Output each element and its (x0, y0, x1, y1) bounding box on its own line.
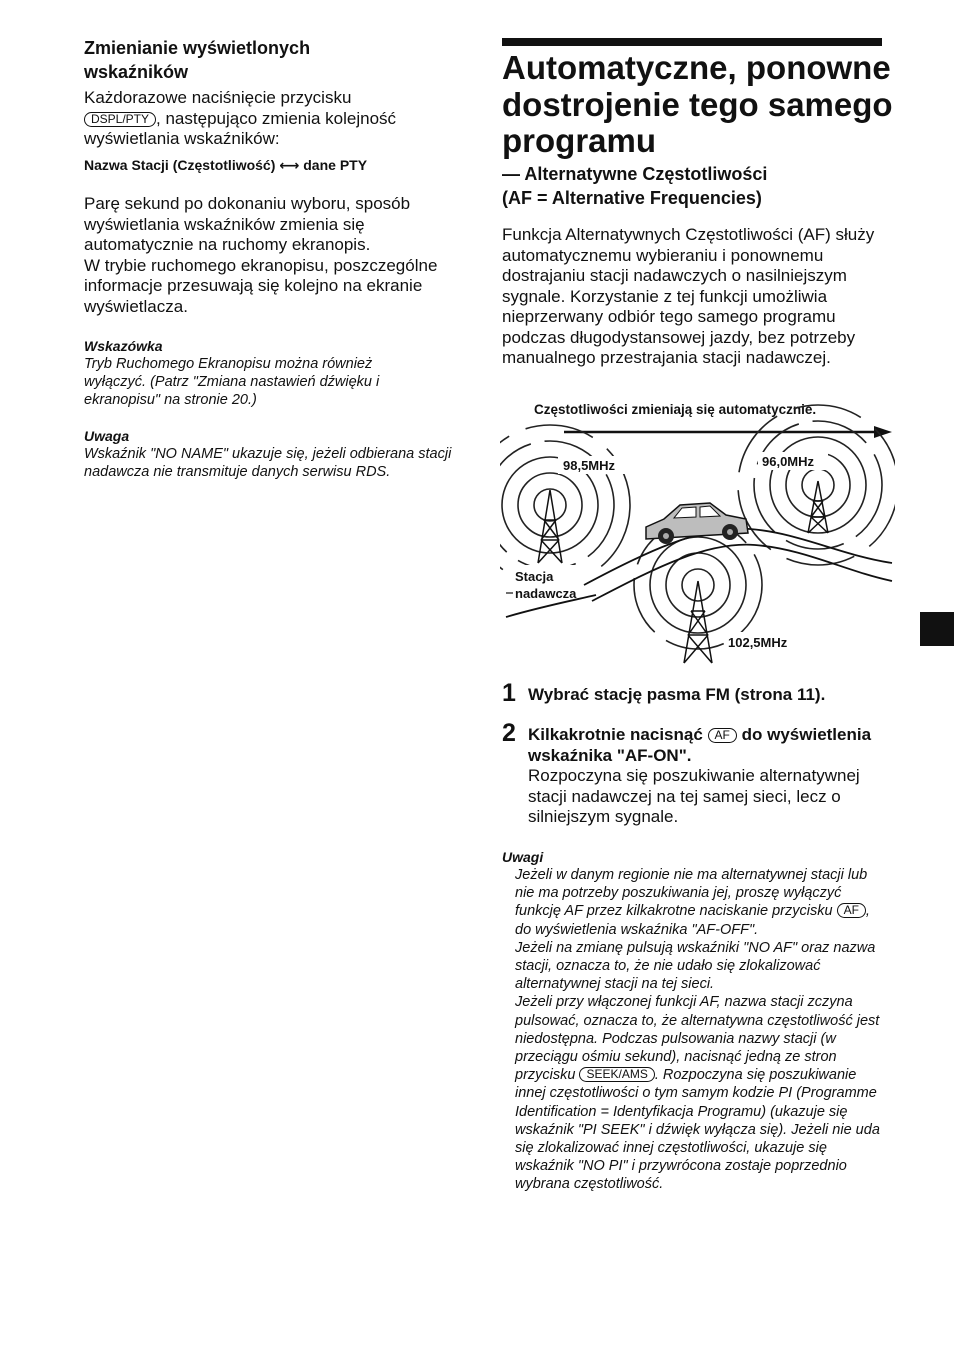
seek-ams-key: SEEK/AMS (579, 1067, 654, 1082)
note-3-before: Jeżeli przy włączonej funkcji AF, nazwa stacji zczyna pulsować, oznacza to, że alternatywna częstotliwość jest niedostępna. Podczas pulsowania nazwy stacji (w przeciągu ośmiu sekund), nacisnąć jedną ze stron przycisku (515, 994, 880, 1084)
title-rule (502, 38, 882, 46)
note-1-after: , do wyświetlenia wskaźnika "AF-OFF". (515, 903, 870, 938)
section-heading: Zmienianie wyświetlonych wskaźników (84, 38, 311, 82)
af-intro-paragraph: Funkcja Alternatywnych Częstotliwości (AF) służy automatycznemu wybieraniu i ponownemu dostrajaniu stacji nadawczych o nasilniejszym sygnale. Korzystanie z tej funkcji umożliwia nieprzerwany odbiór tego samego programu podczas długodystansowej jazdy, bez potrzeby manualnego przestrajania stacji nadawczej. (502, 225, 875, 367)
bottom-tower-icon (684, 581, 712, 663)
step-1-text: Wybrać stację pasma FM (strona 11). (528, 685, 826, 704)
step-2-block (528, 725, 888, 828)
left-station-waves (500, 425, 630, 585)
intro-paragraph (84, 88, 454, 150)
note-1 (515, 866, 887, 939)
af-key-note: AF (837, 903, 866, 918)
tip-title: Wskazówka (84, 338, 163, 354)
scroll-text-1: Parę sekund po dokonaniu wyboru, sposób wyświetlania wskaźników zmienia się automatycznie na ruchomy ekranopis. (84, 194, 411, 254)
subtitle (502, 162, 882, 210)
note-3-after: . Rozpoczyna się poszukiwanie innej częstotliwości o tym samym kodzie PI (Programme Identification = Identyfikacja Programu) (ukazuje się wskaźnik "PI SEEK" i dźwięk wyłącza się). Jeżeli nie uda się zlokalizować innej częstotliwości, ukazuje się wskaźnik "NO PI" i przywrócona zostaje poprzednio wybrana częstotliwość. (515, 1067, 880, 1193)
note-3 (515, 993, 887, 1193)
note-2: Jeżeli na zmianę pulsują wskaźniki "NO AF" oraz nazwa stacji, oznacza to, że nie udało się zlokalizować alternatywnej stacji na tej sieci. (515, 939, 876, 993)
arrow-head-icon (874, 426, 892, 438)
right-tower-icon (808, 481, 828, 533)
display-order-station: Nazwa Stacji (Częstotliwość) (84, 157, 276, 173)
note-1-before: Jeżeli w danym regionie nie ma alternatywnej stacji lub nie ma potrzeby poszukiwania jej, proszę wyłączyć funkcję AF przez kilkakrotne naciskanie przycisku (515, 867, 868, 920)
caution-text: Wskaźnik "NO NAME" ukazuje się, jeżeli odbierana stacji nadawcza nie transmituje danych serwisu RDS. (84, 446, 452, 481)
car-icon (646, 503, 748, 544)
notes-title: Uwagi (502, 849, 544, 865)
subtitle-line-2: (AF = Alternative Frequencies) (502, 188, 762, 208)
dspl-pty-key: DSPL/PTY (84, 112, 156, 127)
step-1-number: 1 (502, 679, 516, 707)
section-tab (920, 612, 954, 646)
station-label-line-2: nadawcza (515, 586, 577, 601)
freq-label-left: 98,5MHz (563, 458, 616, 473)
af-diagram (500, 395, 895, 670)
double-arrow-icon: ⟷ (279, 157, 300, 173)
freq-label-bottom: 102,5MHz (728, 635, 788, 650)
page-title: Automatyczne, ponowne dostrojenie tego samego programu (502, 49, 893, 159)
freq-label-right: 96,0MHz (762, 454, 815, 469)
intro-text-before: Każdorazowe naciśnięcie przycisku (84, 88, 352, 107)
tip-text: Tryb Ruchomego Ekranopisu można również wyłączyć. (Patrz "Zmiana nastawień dźwięku i ekranopisu" na stronie 20.) (84, 356, 380, 409)
station-label-line-1: Stacja (515, 569, 554, 584)
scroll-text-2: W trybie ruchomego ekranopisu, poszczególne informacje przesuwają się kolejno na ekranie wyświetlacza. (84, 255, 438, 316)
step-2-bold-before: Kilkakrotnie nacisnąć (528, 725, 703, 744)
step-2-bold-after: do wyświetlenia wskaźnika "AF-ON". (528, 725, 872, 765)
diagram-caption: Częstotliwości zmieniają się automatycznie. (534, 402, 817, 417)
display-order-pty: dane PTY (303, 157, 368, 173)
step-2-number: 2 (502, 719, 516, 747)
intro-text-after: , następująco zmienia kolejność wyświetlania wskaźników: (84, 108, 397, 148)
step-2-description: Rozpoczyna się poszukiwanie alternatywnej stacji nadawczej na tej samej sieci, lecz o silniejszym sygnale. (528, 766, 860, 826)
af-key: AF (708, 728, 737, 743)
notes-block (515, 866, 887, 1194)
display-order (84, 156, 454, 174)
subtitle-line-1: — Alternatywne Częstotliwości (502, 164, 768, 184)
caution-title: Uwaga (84, 428, 130, 444)
scroll-paragraph (84, 194, 456, 317)
